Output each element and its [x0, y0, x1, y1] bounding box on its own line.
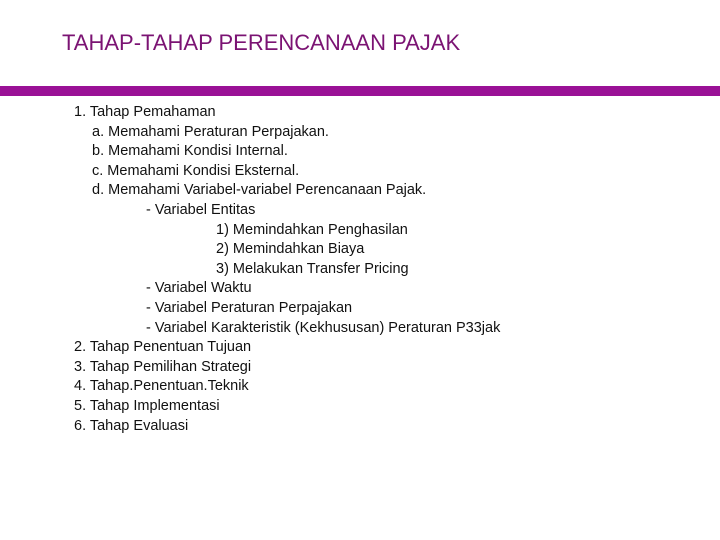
list-item: - Variabel Waktu	[146, 280, 252, 297]
list-item: 2) Memindahkan Biaya	[216, 241, 365, 258]
list-item: 3) Melakukan Transfer Pricing	[216, 260, 409, 277]
list-item: 1) Memindahkan Penghasilan	[216, 221, 408, 238]
slide-title: TAHAP-TAHAP PERENCANAAN PAJAK	[62, 30, 461, 55]
list-item: d. Memahami Variabel-variabel Perencanaan Pajak.	[92, 182, 427, 199]
list-item: - Variabel Peraturan Perpajakan	[146, 300, 353, 316]
list-item: 5. Tahap Implementasi	[74, 398, 220, 414]
list-item: - Variabel Entitas	[146, 202, 256, 218]
title-accent-bar	[0, 86, 720, 96]
list-item: 2. Tahap Penentuan Tujuan	[74, 339, 252, 356]
list-item: b. Memahami Kondisi Internal.	[92, 143, 288, 160]
list-item: - Variabel Karakteristik (Kekhususan) Peraturan P33jak	[146, 319, 501, 336]
list-item: 4. Tahap.Penentuan.Teknik	[74, 378, 249, 395]
list-item: c. Memahami Kondisi Eksternal.	[92, 162, 300, 179]
list-item: 1. Tahap Pemahaman	[74, 104, 216, 120]
list-item: 3. Tahap Pemilihan Strategi	[74, 358, 252, 375]
list-item: a. Memahami Peraturan Perpajakan.	[92, 123, 329, 140]
list-item: 6. Tahap Evaluasi	[74, 417, 189, 434]
